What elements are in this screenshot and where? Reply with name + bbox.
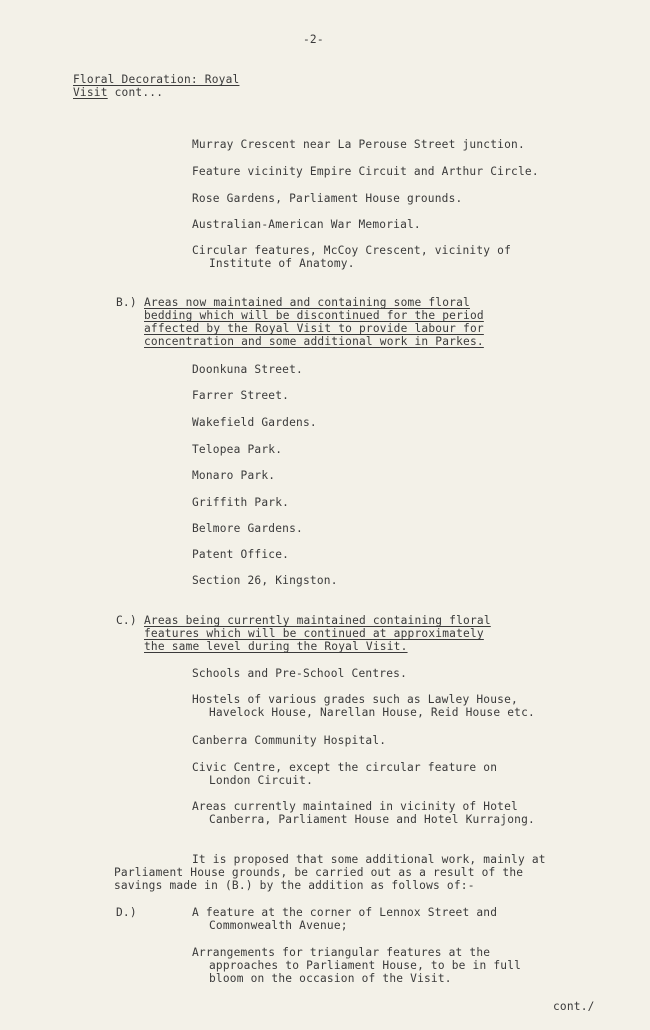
heading-cont: cont... [107, 86, 164, 99]
list-item-line: Areas currently maintained in vicinity of Hotel [192, 800, 518, 813]
list-item-multiline [192, 946, 521, 985]
list-item-multiline [192, 693, 535, 719]
section-c-heading [144, 614, 491, 653]
list-item: Australian-American War Memorial. [192, 218, 421, 231]
paragraph-line: Parliament House grounds, be carried out as a result of the [114, 866, 524, 879]
list-item-line: Civic Centre, except the circular feature on [192, 761, 498, 774]
list-item-line: Hostels of various grades such as Lawley House, [192, 693, 518, 706]
list-item-line: Institute of Anatomy. [209, 257, 355, 270]
list-item: Griffith Park. [192, 496, 290, 509]
heading-visit: Visit [73, 86, 108, 99]
list-item-line: Havelock House, Narellan House, Reid House etc. [209, 706, 535, 719]
list-item-multiline [192, 244, 511, 270]
list-item: Feature vicinity Empire Circuit and Arthur Circle. [192, 165, 539, 178]
list-item-multiline [192, 906, 497, 932]
list-item: Doonkuna Street. [192, 363, 303, 376]
list-item-line: Commonwealth Avenue; [209, 919, 348, 932]
section-b-line: Areas now maintained and containing some floral [144, 296, 470, 309]
list-item: Rose Gardens, Parliament House grounds. [192, 192, 463, 205]
section-c-line: the same level during the Royal Visit. [144, 640, 408, 653]
continued-marker: cont./ [553, 1000, 595, 1013]
paragraph-line: It is proposed that some additional work, mainly at [192, 853, 546, 866]
section-b-heading [144, 296, 484, 348]
paragraph-line: savings made in (B.) by the addition as follows of:- [114, 879, 475, 892]
list-item: Section 26, Kingston. [192, 574, 338, 587]
heading-line2 [73, 86, 239, 99]
paragraph [114, 853, 546, 892]
section-b-letter: B.) [116, 296, 137, 309]
list-item: Monaro Park. [192, 469, 276, 482]
list-item: Canberra Community Hospital. [192, 734, 387, 747]
list-item-multiline [192, 800, 535, 826]
list-item-line: A feature at the corner of Lennox Street and [192, 906, 498, 919]
list-item: Wakefield Gardens. [192, 416, 317, 429]
list-item: Murray Crescent near La Perouse Street junction. [192, 138, 525, 151]
section-d-letter: D.) [116, 906, 137, 919]
list-item: Telopea Park. [192, 443, 283, 456]
section-b-line: bedding which will be discontinued for the period [144, 309, 484, 322]
list-item: Belmore Gardens. [192, 522, 303, 535]
page-number: -2- [303, 33, 324, 46]
list-item-line: Arrangements for triangular features at the [192, 946, 491, 959]
list-item-line: approaches to Parliament House, to be in full [209, 959, 522, 972]
section-c-line: features which will be continued at approximately [144, 627, 484, 640]
list-item: Farrer Street. [192, 389, 290, 402]
heading-line1: Floral Decoration: Royal [73, 73, 240, 86]
section-b-line: concentration and some additional work in Parkes. [144, 335, 484, 348]
section-b-line: affected by the Royal Visit to provide labour for [144, 322, 484, 335]
list-item-multiline [192, 761, 497, 787]
list-item-line: London Circuit. [209, 774, 314, 787]
list-item: Schools and Pre-School Centres. [192, 667, 407, 680]
section-c-letter: C.) [116, 614, 137, 627]
list-item-line: Canberra, Parliament House and Hotel Kurrajong. [209, 813, 535, 826]
list-item-line: bloom on the occasion of the Visit. [209, 972, 452, 985]
section-c-line: Areas being currently maintained containing floral [144, 614, 491, 627]
list-item-line: Circular features, McCoy Crescent, vicinity of [192, 244, 512, 257]
heading [73, 73, 239, 99]
list-item: Patent Office. [192, 548, 290, 561]
